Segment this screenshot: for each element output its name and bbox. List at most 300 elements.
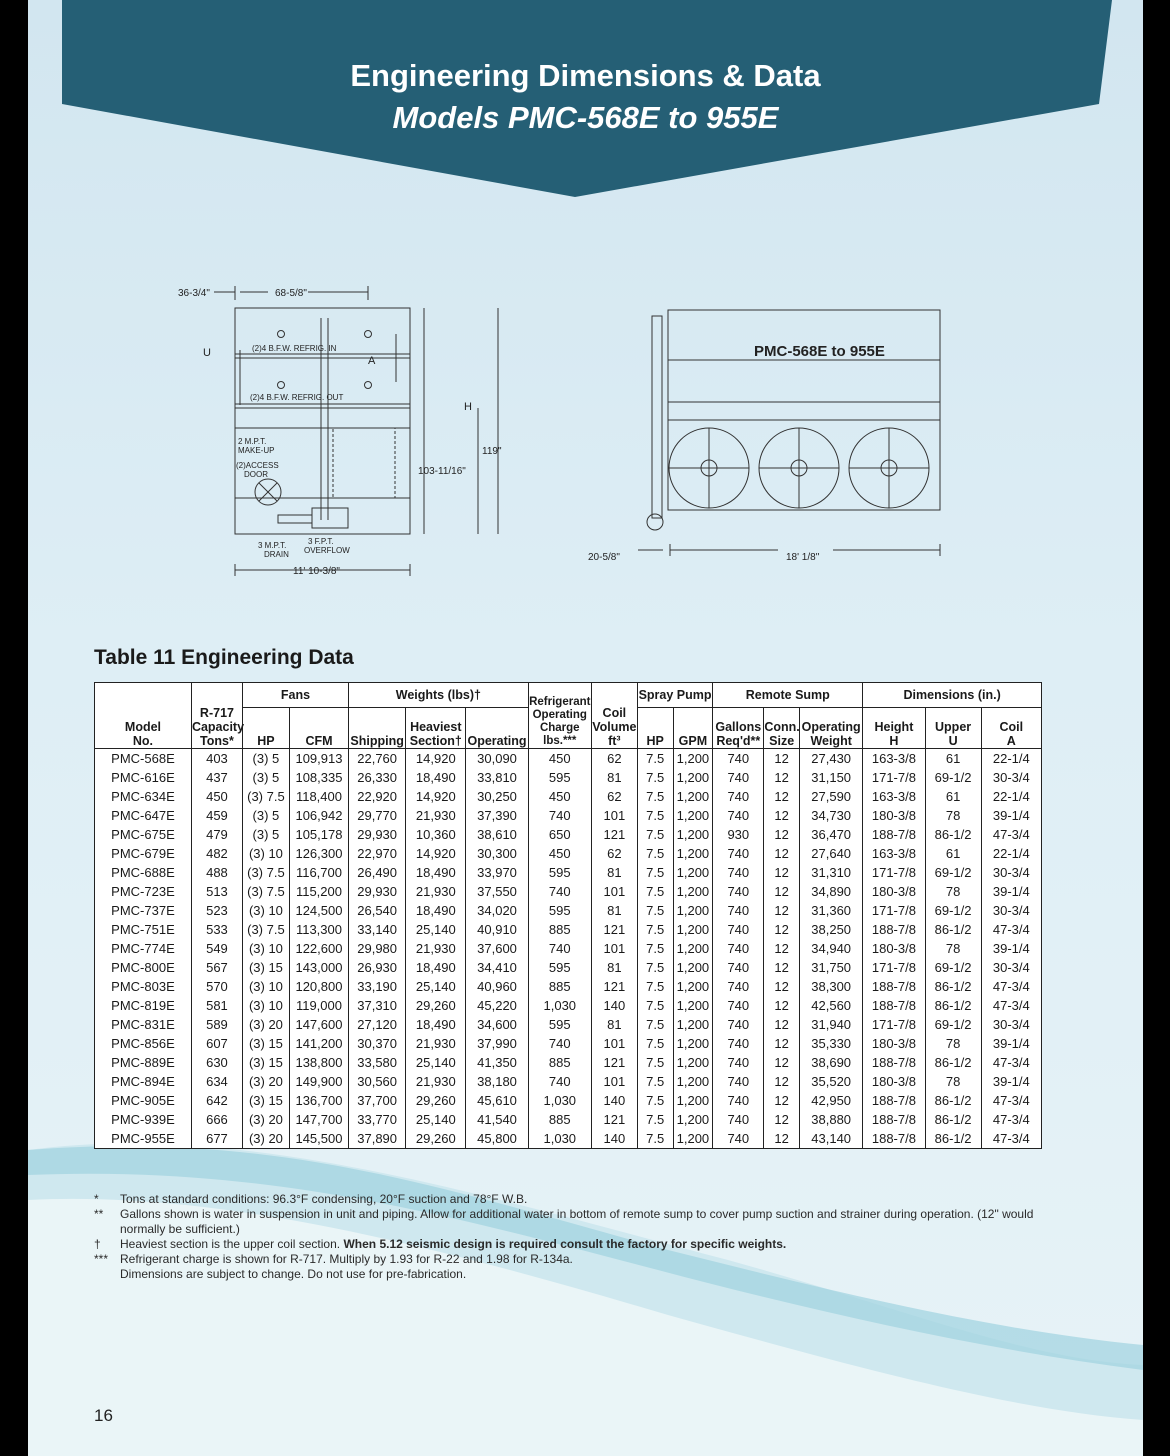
table-cell: 1,030	[528, 1091, 591, 1110]
model-range-label: PMC-568E to 955E	[754, 343, 885, 360]
table-cell: (3) 15	[242, 958, 289, 977]
footnote	[94, 1267, 1074, 1282]
table-cell: 7.5	[637, 1053, 673, 1072]
table-cell: 27,430	[800, 749, 863, 769]
table-cell: 86-1/2	[925, 996, 981, 1015]
table-cell: 163-3/8	[863, 844, 925, 863]
table-cell: 1,200	[673, 749, 713, 769]
table-cell: 677	[191, 1129, 242, 1149]
table-cell: 549	[191, 939, 242, 958]
table-cell: 25,140	[406, 977, 466, 996]
table-cell: 31,310	[800, 863, 863, 882]
table-cell: 47-3/4	[981, 920, 1041, 939]
table-cell: 34,940	[800, 939, 863, 958]
table-cell: 21,930	[406, 1034, 466, 1053]
table-cell: 101	[591, 939, 637, 958]
table-cell: PMC-819E	[95, 996, 192, 1015]
table-cell: 26,490	[349, 863, 406, 882]
table-cell: 14,920	[406, 844, 466, 863]
table-cell: PMC-616E	[95, 768, 192, 787]
table-cell: (3) 10	[242, 844, 289, 863]
table-cell: 47-3/4	[981, 1129, 1041, 1149]
table-cell: 116,700	[289, 863, 348, 882]
table-cell: (3) 7.5	[242, 882, 289, 901]
footnote-marker: *	[94, 1192, 99, 1206]
table-cell: 1,200	[673, 863, 713, 882]
table-cell: 30,250	[466, 787, 528, 806]
footnote	[94, 1252, 1074, 1267]
table-cell: 29,930	[349, 825, 406, 844]
drain-label-1: 3 M.P.T.	[258, 541, 287, 550]
table-cell: 37,990	[466, 1034, 528, 1053]
table-cell: 482	[191, 844, 242, 863]
label-u: U	[203, 347, 211, 359]
table-cell: 22,920	[349, 787, 406, 806]
table-cell: 18,490	[406, 1015, 466, 1034]
table-cell: 581	[191, 996, 242, 1015]
table-cell: 12	[764, 996, 800, 1015]
table-cell: PMC-723E	[95, 882, 192, 901]
table-cell: 1,200	[673, 958, 713, 977]
table-row	[95, 1091, 1042, 1110]
makeup-label-2: MAKE-UP	[238, 446, 275, 455]
table-cell: 450	[528, 749, 591, 769]
table-cell: 12	[764, 920, 800, 939]
table-cell: 136,700	[289, 1091, 348, 1110]
table-cell: 31,750	[800, 958, 863, 977]
table-cell: (3) 7.5	[242, 863, 289, 882]
table-cell: 1,200	[673, 787, 713, 806]
table-cell: 450	[528, 844, 591, 863]
table-row	[95, 768, 1042, 787]
table-cell: 40,910	[466, 920, 528, 939]
overflow-label-1: 3 F.P.T.	[308, 537, 334, 546]
table-cell: 180-3/8	[863, 1072, 925, 1091]
table-cell: 7.5	[637, 977, 673, 996]
table-cell: 26,930	[349, 958, 406, 977]
table-cell: 740	[528, 939, 591, 958]
table-cell: 12	[764, 825, 800, 844]
table-cell: PMC-856E	[95, 1034, 192, 1053]
table-cell: 740	[713, 806, 764, 825]
dim-119: 119"	[482, 446, 502, 457]
table-cell: 29,260	[406, 1129, 466, 1149]
table-cell: 78	[925, 806, 981, 825]
footnote-text: Tons at standard conditions: 96.3°F condensing, 20°F suction and 78°F W.B.	[120, 1192, 528, 1206]
table-cell: 7.5	[637, 825, 673, 844]
table-cell: 40,960	[466, 977, 528, 996]
fans-group-header: Fans	[242, 683, 348, 708]
table-cell: PMC-679E	[95, 844, 192, 863]
table-cell: 41,350	[466, 1053, 528, 1072]
table-cell: 459	[191, 806, 242, 825]
table-cell: PMC-905E	[95, 1091, 192, 1110]
table-cell: 634	[191, 1072, 242, 1091]
table-cell: (3) 5	[242, 806, 289, 825]
table-cell: 1,200	[673, 901, 713, 920]
footnote-text: Gallons shown is water in suspension in unit and piping. Allow for additional water in bottom of remote sump to cover pump suction and strainer during operation. (12" would normally be sufficient.)	[120, 1207, 1034, 1236]
table-cell: 18,490	[406, 901, 466, 920]
table-cell: 188-7/8	[863, 977, 925, 996]
dim-top-mid: 68-5/8"	[275, 288, 307, 299]
table-cell: (3) 10	[242, 901, 289, 920]
table-cell: 7.5	[637, 1110, 673, 1129]
table-cell: (3) 5	[242, 749, 289, 769]
table-cell: 740	[713, 939, 764, 958]
table-cell: 61	[925, 787, 981, 806]
table-cell: 12	[764, 1129, 800, 1149]
table-cell: 740	[713, 901, 764, 920]
table-cell: 81	[591, 958, 637, 977]
table-cell: 930	[713, 825, 764, 844]
table-cell: 31,940	[800, 1015, 863, 1034]
table-cell: 740	[713, 920, 764, 939]
table-cell: 30,300	[466, 844, 528, 863]
table-cell: 42,560	[800, 996, 863, 1015]
table-cell: 7.5	[637, 1015, 673, 1034]
table-cell: 12	[764, 1072, 800, 1091]
table-cell: (3) 20	[242, 1015, 289, 1034]
table-cell: 31,150	[800, 768, 863, 787]
table-cell: 14,920	[406, 787, 466, 806]
table-cell: 1,200	[673, 825, 713, 844]
footnote-text: Refrigerant charge is shown for R-717. Multiply by 1.93 for R-22 and 1.98 for R-134a.	[120, 1252, 573, 1266]
table-cell: 101	[591, 1034, 637, 1053]
table-cell: PMC-955E	[95, 1129, 192, 1149]
table-cell: 105,178	[289, 825, 348, 844]
footnote-marker: ***	[94, 1252, 109, 1266]
table-cell: (3) 5	[242, 768, 289, 787]
dim-bottom: 11' 10-3/8"	[293, 566, 340, 577]
table-cell: 595	[528, 863, 591, 882]
table-cell: PMC-803E	[95, 977, 192, 996]
table-cell: 106,942	[289, 806, 348, 825]
table-cell: 121	[591, 1053, 637, 1072]
operating-weight-header: Operating Weight	[800, 708, 863, 749]
table-title: Table 11 Engineering Data	[94, 646, 354, 669]
table-cell: 740	[713, 787, 764, 806]
table-cell: 140	[591, 1091, 637, 1110]
table-cell: 81	[591, 863, 637, 882]
table-cell: 479	[191, 825, 242, 844]
table-cell: 607	[191, 1034, 242, 1053]
table-cell: 47-3/4	[981, 1091, 1041, 1110]
coil-volume-header: Coil Volume ft³	[591, 683, 637, 749]
table-cell: 147,600	[289, 1015, 348, 1034]
table-cell: 47-3/4	[981, 825, 1041, 844]
table-cell: PMC-737E	[95, 901, 192, 920]
table-cell: 43,140	[800, 1129, 863, 1149]
table-cell: PMC-634E	[95, 787, 192, 806]
table-cell: 18,490	[406, 768, 466, 787]
table-cell: 45,610	[466, 1091, 528, 1110]
table-cell: 740	[528, 882, 591, 901]
table-cell: 12	[764, 1053, 800, 1072]
table-cell: 14,920	[406, 749, 466, 769]
operating-header: Operating	[466, 708, 528, 749]
table-cell: 589	[191, 1015, 242, 1034]
table-cell: 163-3/8	[863, 749, 925, 769]
table-cell: 7.5	[637, 749, 673, 769]
table-cell: 27,120	[349, 1015, 406, 1034]
weights-group-header: Weights (lbs)†	[349, 683, 529, 708]
table-cell: 25,140	[406, 920, 466, 939]
table-cell: 885	[528, 1110, 591, 1129]
table-cell: 81	[591, 768, 637, 787]
refrig-in-label: (2)4 B.F.W. REFRIG. IN	[252, 344, 337, 353]
table-row	[95, 939, 1042, 958]
table-cell: (3) 15	[242, 1034, 289, 1053]
table-row	[95, 844, 1042, 863]
table-cell: 26,330	[349, 768, 406, 787]
table-cell: 1,200	[673, 1110, 713, 1129]
table-cell: 38,880	[800, 1110, 863, 1129]
table-cell: 34,600	[466, 1015, 528, 1034]
table-cell: 78	[925, 882, 981, 901]
table-cell: 188-7/8	[863, 1091, 925, 1110]
footnote-text: Heaviest section is the upper coil section.	[120, 1237, 344, 1251]
table-cell: 37,700	[349, 1091, 406, 1110]
table-cell: 86-1/2	[925, 977, 981, 996]
table-cell: (3) 10	[242, 977, 289, 996]
table-cell: 149,900	[289, 1072, 348, 1091]
table-cell: 61	[925, 844, 981, 863]
table-cell: 1,200	[673, 1015, 713, 1034]
table-cell: 12	[764, 844, 800, 863]
dimensions-group-header: Dimensions (in.)	[863, 683, 1042, 708]
table-cell: (3) 10	[242, 939, 289, 958]
table-cell: 513	[191, 882, 242, 901]
table-cell: 115,200	[289, 882, 348, 901]
table-cell: 7.5	[637, 787, 673, 806]
front-elevation-drawing	[588, 290, 948, 570]
table-cell: 7.5	[637, 768, 673, 787]
table-cell: 740	[713, 1091, 764, 1110]
footnote	[94, 1237, 1074, 1252]
table-row	[95, 1072, 1042, 1091]
table-cell: 39-1/4	[981, 1034, 1041, 1053]
table-cell: 12	[764, 1091, 800, 1110]
table-cell: 86-1/2	[925, 920, 981, 939]
table-cell: 740	[713, 1129, 764, 1149]
table-row	[95, 977, 1042, 996]
table-cell: 7.5	[637, 863, 673, 882]
table-cell: PMC-675E	[95, 825, 192, 844]
table-cell: 37,550	[466, 882, 528, 901]
background-waves	[28, 1110, 1143, 1456]
table-cell: 740	[528, 1034, 591, 1053]
footnote-marker: †	[94, 1237, 101, 1251]
table-cell: 37,890	[349, 1129, 406, 1149]
table-cell: 78	[925, 1072, 981, 1091]
table-row	[95, 1015, 1042, 1034]
table-cell: 18,490	[406, 863, 466, 882]
table-cell: 81	[591, 1015, 637, 1034]
table-cell: 188-7/8	[863, 1110, 925, 1129]
table-cell: 171-7/8	[863, 863, 925, 882]
table-cell: 30-3/4	[981, 863, 1041, 882]
table-cell: 567	[191, 958, 242, 977]
table-cell: 1,200	[673, 996, 713, 1015]
table-cell: 30,090	[466, 749, 528, 769]
table-cell: 47-3/4	[981, 1110, 1041, 1129]
table-cell: 119,000	[289, 996, 348, 1015]
table-cell: 86-1/2	[925, 1091, 981, 1110]
table-cell: 22-1/4	[981, 844, 1041, 863]
table-cell: 1,200	[673, 939, 713, 958]
access-label-1: (2)ACCESS	[236, 461, 279, 470]
table-cell: 740	[713, 1053, 764, 1072]
table-cell: 595	[528, 901, 591, 920]
table-cell: PMC-939E	[95, 1110, 192, 1129]
table-cell: 630	[191, 1053, 242, 1072]
table-cell: 29,260	[406, 996, 466, 1015]
table-cell: 740	[528, 1072, 591, 1091]
table-row	[95, 1053, 1042, 1072]
table-row	[95, 749, 1042, 769]
table-cell: 141,200	[289, 1034, 348, 1053]
table-cell: 21,930	[406, 806, 466, 825]
table-cell: 122,600	[289, 939, 348, 958]
access-label-2: DOOR	[244, 470, 268, 479]
dim-left: 20-5/8"	[588, 552, 620, 563]
table-cell: 7.5	[637, 901, 673, 920]
capacity-header: R-717 Capacity Tons*	[191, 683, 242, 749]
table-cell: 140	[591, 996, 637, 1015]
table-row	[95, 863, 1042, 882]
table-cell: 39-1/4	[981, 882, 1041, 901]
table-cell: 7.5	[637, 958, 673, 977]
table-cell: 62	[591, 844, 637, 863]
footnote	[94, 1207, 1074, 1237]
table-cell: 33,770	[349, 1110, 406, 1129]
table-row	[95, 901, 1042, 920]
table-cell: 34,730	[800, 806, 863, 825]
table-cell: 25,140	[406, 1110, 466, 1129]
table-cell: PMC-800E	[95, 958, 192, 977]
label-a: A	[368, 355, 376, 367]
table-row	[95, 920, 1042, 939]
gpm-header: GPM	[673, 708, 713, 749]
table-cell: 22-1/4	[981, 749, 1041, 769]
table-cell: 1,200	[673, 844, 713, 863]
table-cell: 86-1/2	[925, 1110, 981, 1129]
table-cell: 595	[528, 958, 591, 977]
table-cell: 740	[713, 1072, 764, 1091]
table-cell: 62	[591, 749, 637, 769]
table-row	[95, 1034, 1042, 1053]
table-cell: 69-1/2	[925, 863, 981, 882]
table-cell: 1,200	[673, 977, 713, 996]
side-elevation-drawing	[178, 270, 502, 590]
table-cell: 69-1/2	[925, 768, 981, 787]
table-cell: (3) 20	[242, 1129, 289, 1149]
table-cell: 47-3/4	[981, 996, 1041, 1015]
table-cell: 138,800	[289, 1053, 348, 1072]
table-cell: 38,300	[800, 977, 863, 996]
table-cell: 121	[591, 920, 637, 939]
table-cell: 69-1/2	[925, 1015, 981, 1034]
table-cell: 885	[528, 1053, 591, 1072]
refrigerant-header: Refrigerant Operating Charge lbs.***	[528, 683, 591, 749]
table-cell: 86-1/2	[925, 1053, 981, 1072]
table-cell: PMC-894E	[95, 1072, 192, 1091]
table-cell: 7.5	[637, 1129, 673, 1149]
table-cell: 33,140	[349, 920, 406, 939]
table-cell: 740	[713, 1110, 764, 1129]
table-cell: 740	[713, 977, 764, 996]
table-cell: 642	[191, 1091, 242, 1110]
table-cell: 21,930	[406, 1072, 466, 1091]
table-cell: 147,700	[289, 1110, 348, 1129]
table-cell: 69-1/2	[925, 901, 981, 920]
table-cell: 118,400	[289, 787, 348, 806]
table-cell: 7.5	[637, 844, 673, 863]
table-cell: PMC-889E	[95, 1053, 192, 1072]
table-cell: 35,330	[800, 1034, 863, 1053]
table-cell: 7.5	[637, 1034, 673, 1053]
table-cell: (3) 7.5	[242, 787, 289, 806]
table-cell: 145,500	[289, 1129, 348, 1149]
table-cell: 41,540	[466, 1110, 528, 1129]
refrig-out-label: (2)4 B.F.W. REFRIG. OUT	[250, 393, 344, 402]
table-cell: 7.5	[637, 996, 673, 1015]
table-cell: 47-3/4	[981, 977, 1041, 996]
table-cell: 1,200	[673, 1034, 713, 1053]
table-cell: 86-1/2	[925, 1129, 981, 1149]
table-cell: 45,800	[466, 1129, 528, 1149]
table-cell: 120,800	[289, 977, 348, 996]
table-cell: 30-3/4	[981, 958, 1041, 977]
table-cell: (3) 5	[242, 825, 289, 844]
table-cell: 666	[191, 1110, 242, 1129]
table-cell: 740	[713, 1015, 764, 1034]
table-cell: 1,200	[673, 806, 713, 825]
table-cell: 180-3/8	[863, 882, 925, 901]
table-cell: PMC-831E	[95, 1015, 192, 1034]
table-cell: 163-3/8	[863, 787, 925, 806]
engineering-data-table	[94, 682, 1042, 1149]
table-cell: 740	[713, 996, 764, 1015]
table-cell: 33,970	[466, 863, 528, 882]
table-cell: 21,930	[406, 882, 466, 901]
cfm-header: CFM	[289, 708, 348, 749]
table-cell: 12	[764, 806, 800, 825]
table-cell: 126,300	[289, 844, 348, 863]
table-cell: 121	[591, 1110, 637, 1129]
table-cell: 38,180	[466, 1072, 528, 1091]
table-cell: 740	[528, 806, 591, 825]
drain-label-2: DRAIN	[264, 550, 289, 559]
table-cell: 33,580	[349, 1053, 406, 1072]
table-cell: 171-7/8	[863, 1015, 925, 1034]
footnote	[94, 1192, 1074, 1207]
table-cell: 27,640	[800, 844, 863, 863]
footnote-marker: **	[94, 1207, 104, 1221]
table-cell: 39-1/4	[981, 806, 1041, 825]
table-cell: 740	[713, 958, 764, 977]
table-cell: 121	[591, 825, 637, 844]
upper-header: Upper U	[925, 708, 981, 749]
table-cell: 403	[191, 749, 242, 769]
dim-top-left: 36-3/4"	[178, 288, 210, 299]
table-cell: 37,390	[466, 806, 528, 825]
table-cell: 47-3/4	[981, 1053, 1041, 1072]
table-cell: 740	[713, 768, 764, 787]
table-cell: 1,200	[673, 920, 713, 939]
table-cell: (3) 15	[242, 1053, 289, 1072]
table-cell: 22-1/4	[981, 787, 1041, 806]
